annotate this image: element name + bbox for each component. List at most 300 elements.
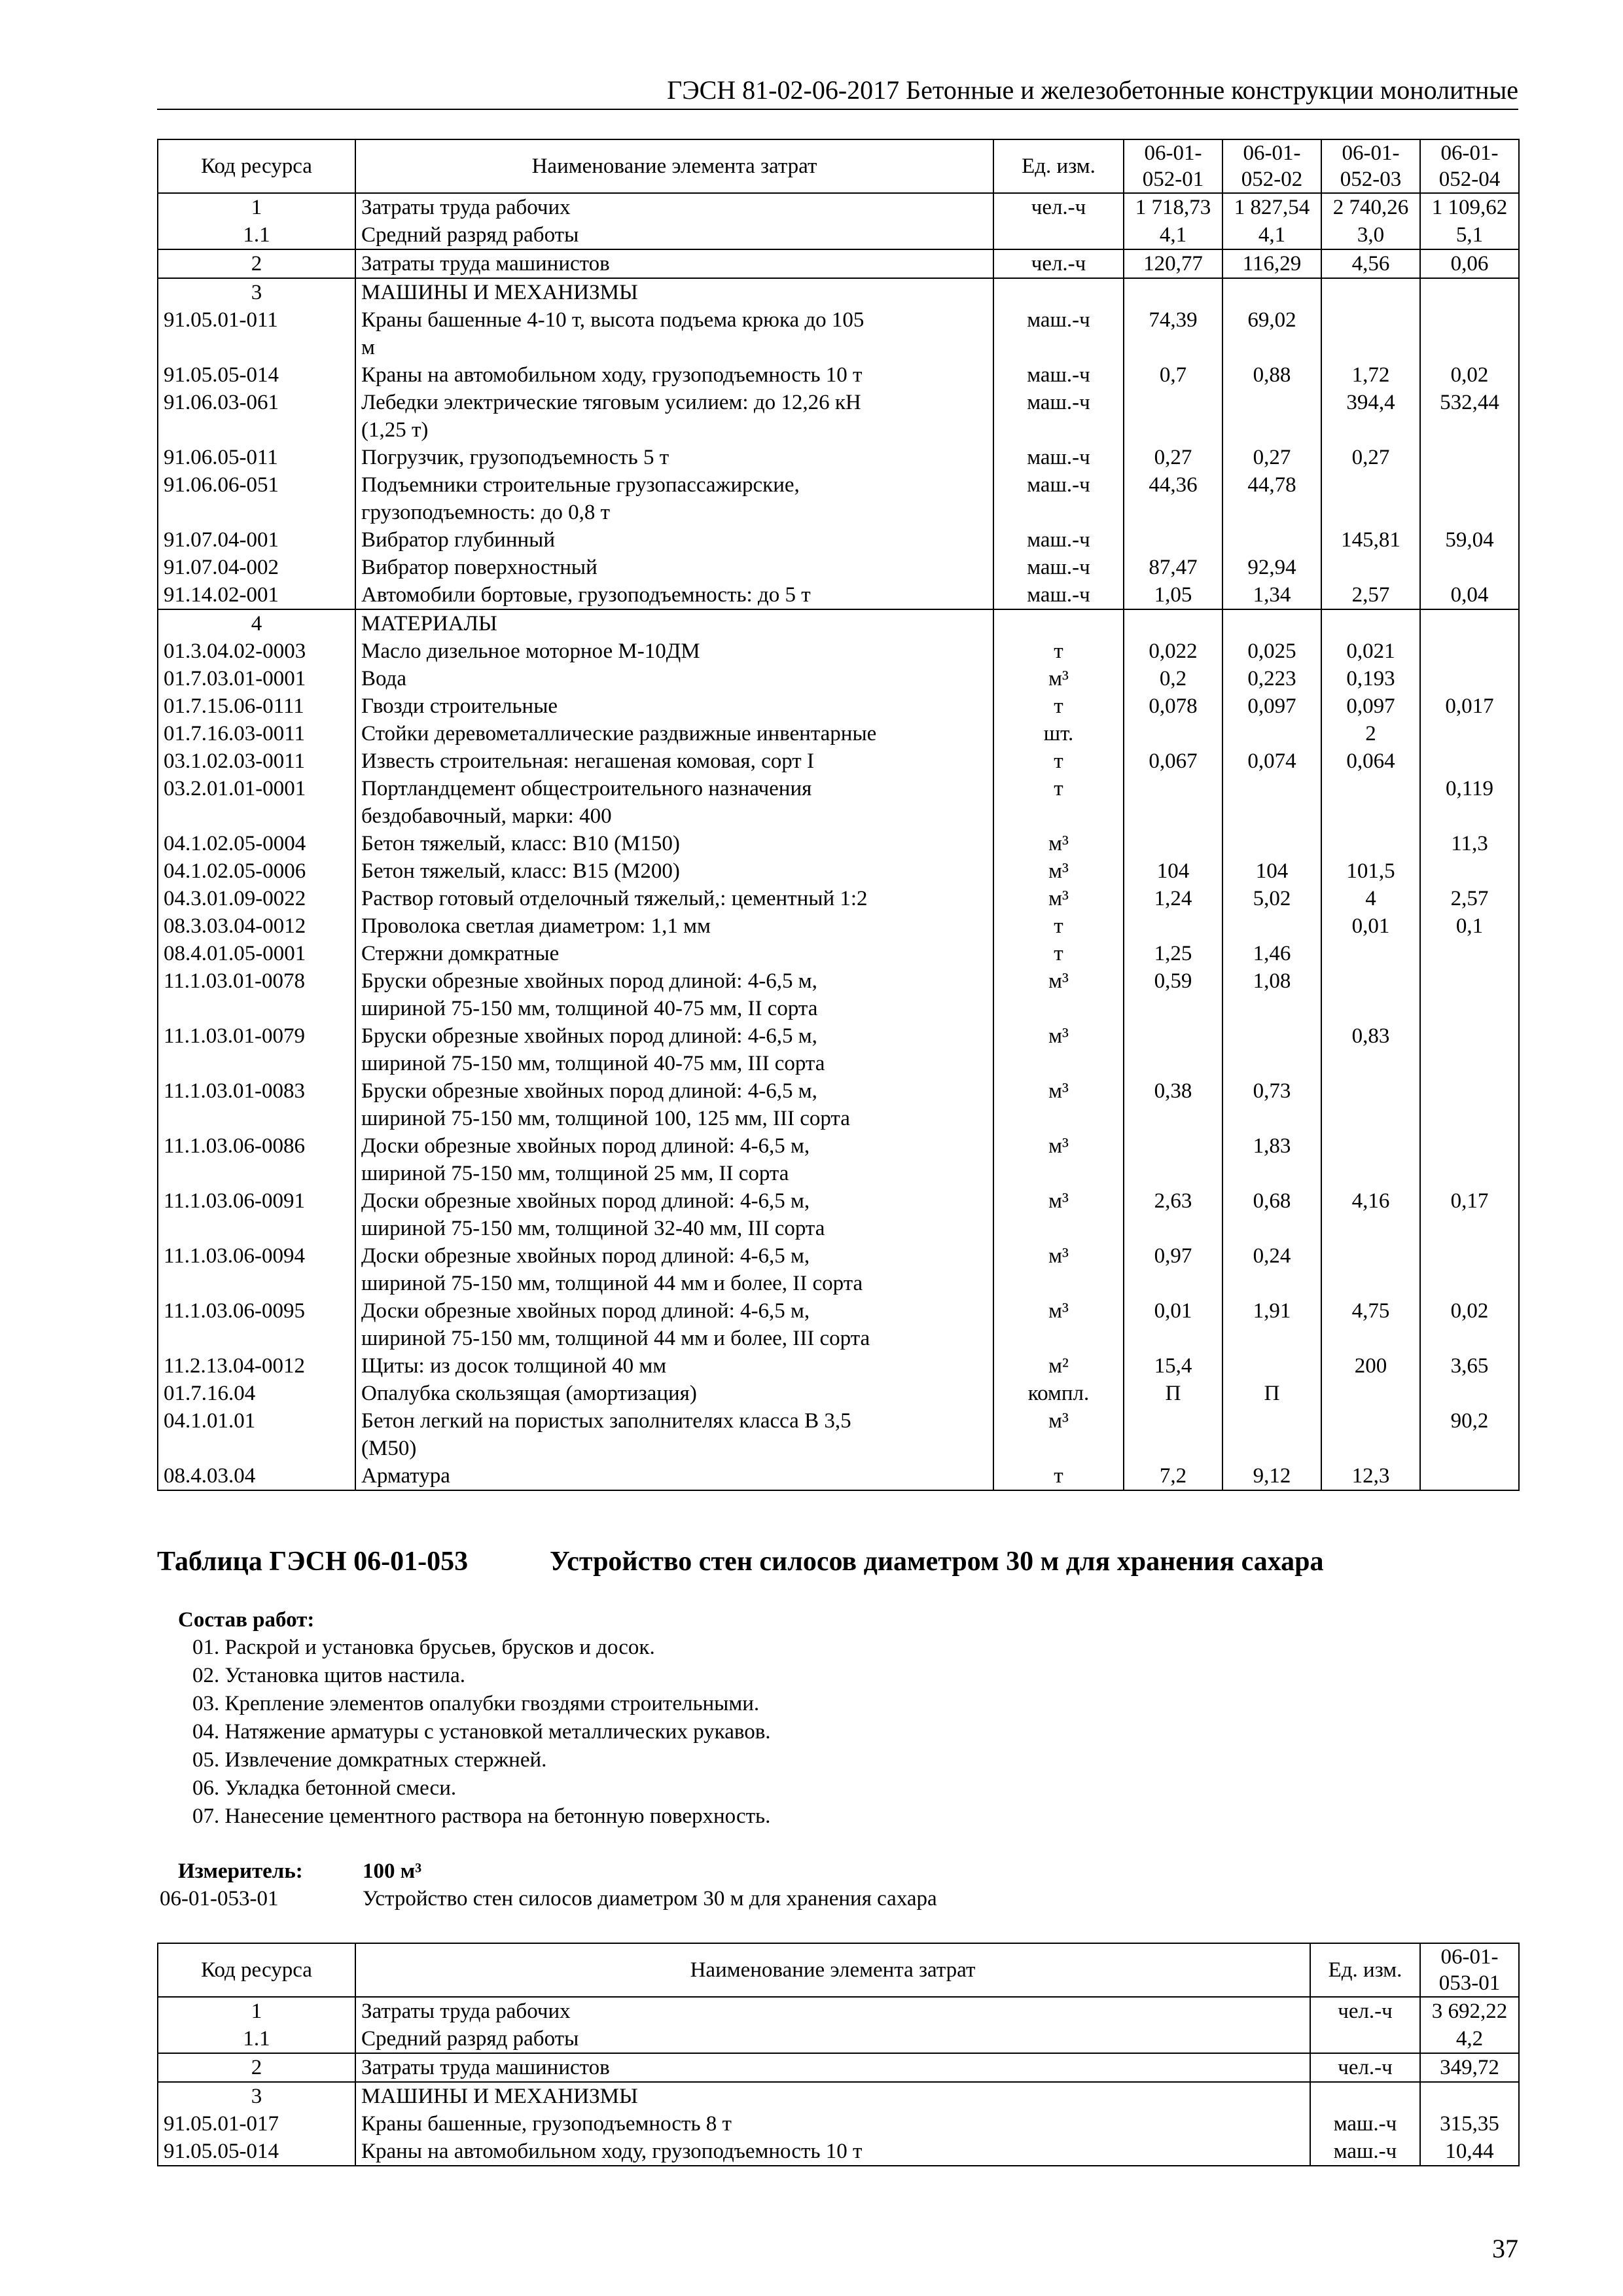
resource-table-053 [157,1943,1520,2166]
table-row [158,1352,1519,1380]
resource-value: 5,02 [1222,885,1321,912]
table-row [158,1407,1519,1462]
table-row [158,278,1519,306]
table-row [158,361,1519,389]
resource-value: 44,78 [1222,471,1321,526]
resource-unit: шт. [993,720,1124,747]
resource-unit: маш.-ч [993,581,1124,609]
resource-code: 11.1.03.06-0086 [158,1132,355,1187]
resource-value: 0,27 [1222,444,1321,471]
resource-unit [993,221,1124,249]
resource-value: 0,83 [1321,1022,1420,1077]
resource-value [1124,389,1222,444]
resource-value: П [1124,1380,1222,1407]
resource-value: 5,1 [1420,221,1519,249]
table-row [158,554,1519,581]
table-row [158,692,1519,720]
table-row [158,637,1519,665]
resource-value [1420,278,1519,306]
resource-value [1321,1077,1420,1132]
resource-value: 69,02 [1222,306,1321,361]
resource-value: 0,38 [1124,1077,1222,1132]
resource-code: 1.1 [158,221,355,249]
table-row [158,1077,1519,1132]
resource-code: 11.1.03.01-0079 [158,1022,355,1077]
resource-unit: м³ [993,857,1124,885]
resource-value [1420,444,1519,471]
resource-value [1222,1352,1321,1380]
resource-value [1321,775,1420,830]
table-row [158,775,1519,830]
resource-value: 10,44 [1420,2138,1519,2166]
resource-value: 3,65 [1420,1352,1519,1380]
resource-unit [1310,2082,1420,2110]
table-row [158,609,1519,637]
resource-value: 74,39 [1124,306,1222,361]
resource-value [1420,1022,1519,1077]
works-item: 04. Натяжение арматуры с установкой металлических рукавов. [192,1720,771,1744]
table-row [158,221,1519,249]
resource-unit: м³ [993,1242,1124,1297]
resource-value: 90,2 [1420,1407,1519,1462]
col-header-name: Наименование элемента затрат [355,139,993,193]
resource-unit: м³ [993,967,1124,1022]
resource-value: 4,2 [1420,2025,1519,2053]
table-header-row [158,1943,1519,1997]
resource-value: 532,44 [1420,389,1519,444]
resource-value: 3,0 [1321,221,1420,249]
resource-value [1222,609,1321,637]
resource-name: Бетон тяжелый, класс: В10 (М150) [355,830,993,857]
resource-unit: маш.-ч [993,526,1124,554]
resource-value [1420,554,1519,581]
resource-value: 0,01 [1321,912,1420,940]
resource-value: 11,3 [1420,830,1519,857]
resource-unit: м² [993,1352,1124,1380]
works-heading: Состав работ: [178,1608,315,1632]
resource-value: 0,97 [1124,1242,1222,1297]
resource-value [1420,747,1519,775]
resource-name: Бетон тяжелый, класс: В15 (М200) [355,857,993,885]
resource-code: 1 [158,1997,355,2025]
table-header-row [158,139,1519,193]
resource-value: 0,59 [1124,967,1222,1022]
resource-name: МАШИНЫ И МЕХАНИЗМЫ [355,278,993,306]
resource-name: Раствор готовый отделочный тяжелый,: цементный 1:2 [355,885,993,912]
col-header-053-01: 06-01- 053-01 [1420,1943,1519,1997]
table-row [158,193,1519,221]
resource-value [1420,857,1519,885]
resource-value [1321,609,1420,637]
resource-value: 87,47 [1124,554,1222,581]
resource-value [1124,1022,1222,1077]
resource-code: 91.06.05-011 [158,444,355,471]
table-row [158,665,1519,692]
resource-value: 0,067 [1124,747,1222,775]
resource-value: 92,94 [1222,554,1321,581]
resource-value [1222,1407,1321,1462]
resource-value: 59,04 [1420,526,1519,554]
resource-code: 1.1 [158,2025,355,2053]
resource-code: 91.05.01-017 [158,2110,355,2138]
table-row [158,940,1519,967]
resource-value [1124,912,1222,940]
resource-code: 01.7.15.06-0111 [158,692,355,720]
resource-name: Стержни домкратные [355,940,993,967]
resource-name: Проволока светлая диаметром: 1,1 мм [355,912,993,940]
table-row [158,830,1519,857]
resource-unit: м³ [993,885,1124,912]
measure-name: Устройство стен силосов диаметром 30 м для хранения сахара [363,1887,937,1910]
resource-name: Бруски обрезные хвойных пород длиной: 4-6,5 м, шириной 75-150 мм, толщиной 40-75 мм, III сорта [355,1022,993,1077]
resource-name: Средний разряд работы [355,221,993,249]
resource-code: 01.7.03.01-0001 [158,665,355,692]
table-row [158,1997,1519,2025]
resource-code: 91.07.04-002 [158,554,355,581]
resource-unit: т [993,637,1124,665]
resource-value [1124,775,1222,830]
works-list [192,1634,771,1831]
col-header-052-03: 06-01- 052-03 [1321,139,1420,193]
resource-code: 2 [158,249,355,278]
table-title-label: Таблица ГЭСН 06-01-053 [157,1547,469,1577]
resource-value: 1,24 [1124,885,1222,912]
resource-name: Затраты труда машинистов [355,2053,1310,2082]
resource-name: Арматура [355,1462,993,1490]
resource-value: 0,193 [1321,665,1420,692]
resource-code: 08.4.03.04 [158,1462,355,1490]
resource-value: 1,72 [1321,361,1420,389]
table-row [158,389,1519,444]
resource-value: 2,57 [1420,885,1519,912]
resource-code: 91.14.02-001 [158,581,355,609]
resource-value: 0,17 [1420,1187,1519,1242]
resource-unit [993,278,1124,306]
resource-value [1321,1242,1420,1297]
resource-value [1420,1132,1519,1187]
resource-value [1321,1407,1420,1462]
col-header-code: Код ресурса [158,1943,355,1997]
resource-table-052 [157,139,1520,1491]
resource-code: 08.3.03.04-0012 [158,912,355,940]
resource-name: Масло дизельное моторное М-10ДМ [355,637,993,665]
resource-value: 0,04 [1420,581,1519,609]
resource-unit: м³ [993,1132,1124,1187]
resource-unit: м³ [993,1187,1124,1242]
resource-name: Стойки деревометаллические раздвижные инвентарные [355,720,993,747]
resource-unit: т [993,912,1124,940]
resource-value [1420,1380,1519,1407]
resource-value: 12,3 [1321,1462,1420,1490]
resource-name: Гвозди строительные [355,692,993,720]
resource-value: 145,81 [1321,526,1420,554]
resource-code: 91.07.04-001 [158,526,355,554]
resource-value: 9,12 [1222,1462,1321,1490]
resource-value [1222,526,1321,554]
resource-value: 0,017 [1420,692,1519,720]
resource-unit: чел.-ч [1310,1997,1420,2025]
resource-value [1420,940,1519,967]
resource-value [1222,278,1321,306]
measure-value: 100 м³ [363,1859,422,1883]
resource-unit: т [993,775,1124,830]
measure-code: 06-01-053-01 [160,1887,279,1910]
resource-value [1321,830,1420,857]
table-row [158,471,1519,526]
resource-value: 0,025 [1222,637,1321,665]
resource-value: 0,2 [1124,665,1222,692]
resource-code: 11.1.03.06-0095 [158,1297,355,1352]
resource-value [1321,471,1420,526]
resource-name: Краны на автомобильном ходу, грузоподъемность 10 т [355,2138,1310,2166]
table-row [158,1297,1519,1352]
resource-value: 0,097 [1222,692,1321,720]
resource-unit: маш.-ч [993,389,1124,444]
resource-value: 1,05 [1124,581,1222,609]
resource-code: 11.1.03.06-0091 [158,1187,355,1242]
resource-name: Затраты труда рабочих [355,1997,1310,2025]
resource-name: Известь строительная: негашеная комовая, сорт I [355,747,993,775]
resource-value: 1,46 [1222,940,1321,967]
col-header-unit: Ед. изм. [993,139,1124,193]
resource-unit: чел.-ч [993,193,1124,221]
resource-value: 0,06 [1420,249,1519,278]
resource-code: 11.1.03.01-0083 [158,1077,355,1132]
table-row [158,2082,1519,2110]
col-header-052-01: 06-01- 052-01 [1124,139,1222,193]
resource-value [1321,554,1420,581]
resource-code: 11.1.03.01-0078 [158,967,355,1022]
resource-value: 2,57 [1321,581,1420,609]
resource-value [1321,278,1420,306]
resource-value: 2 740,26 [1321,193,1420,221]
resource-value: 0,119 [1420,775,1519,830]
resource-unit: м³ [993,1077,1124,1132]
resource-value: 0,27 [1321,444,1420,471]
works-item: 06. Укладка бетонной смеси. [192,1776,457,1800]
table-row [158,857,1519,885]
resource-value: 1 718,73 [1124,193,1222,221]
resource-name: Доски обрезные хвойных пород длиной: 4-6,5 м, шириной 75-150 мм, толщиной 44 мм и более, III сорта [355,1297,993,1352]
resource-unit: маш.-ч [993,554,1124,581]
resource-name: Автомобили бортовые, грузоподъемность: до 5 т [355,581,993,609]
resource-name: Вибратор глубинный [355,526,993,554]
resource-name: Доски обрезные хвойных пород длиной: 4-6,5 м, шириной 75-150 мм, толщиной 32-40 мм, III сорта [355,1187,993,1242]
resource-value [1124,720,1222,747]
resource-name: Бетон легкий на пористых заполнителях класса В 3,5 (М50) [355,1407,993,1462]
resource-unit: т [993,692,1124,720]
resource-unit: м³ [993,830,1124,857]
resource-value: 0,24 [1222,1242,1321,1297]
resource-value: 1 827,54 [1222,193,1321,221]
resource-code: 91.05.05-014 [158,361,355,389]
resource-value [1124,278,1222,306]
resource-unit: маш.-ч [1310,2138,1420,2166]
works-item: 02. Установка щитов настила. [192,1664,465,1687]
resource-value [1420,637,1519,665]
resource-name: МАТЕРИАЛЫ [355,609,993,637]
resource-value: 1,25 [1124,940,1222,967]
resource-value [1420,1077,1519,1132]
resource-unit: маш.-ч [993,471,1124,526]
resource-value [1420,967,1519,1022]
resource-code: 03.2.01.01-0001 [158,775,355,830]
resource-value: 394,4 [1321,389,1420,444]
resource-name: Затраты труда рабочих [355,193,993,221]
resource-code: 11.1.03.06-0094 [158,1242,355,1297]
resource-name: Средний разряд работы [355,2025,1310,2053]
works-item: 01. Раскрой и установка брусьев, брусков и досок. [192,1636,655,1659]
resource-value: 4,56 [1321,249,1420,278]
resource-value: 2 [1321,720,1420,747]
resource-value: 120,77 [1124,249,1222,278]
resource-value: 4,16 [1321,1187,1420,1242]
resource-name: Бруски обрезные хвойных пород длиной: 4-6,5 м, шириной 75-150 мм, толщиной 100, 125 мм, III сорта [355,1077,993,1132]
resource-code: 08.4.01.05-0001 [158,940,355,967]
resource-value: 1,08 [1222,967,1321,1022]
table-row [158,885,1519,912]
resource-name: Опалубка скользящая (амортизация) [355,1380,993,1407]
resource-code: 11.2.13.04-0012 [158,1352,355,1380]
resource-value: П [1222,1380,1321,1407]
resource-value: 0,064 [1321,747,1420,775]
col-header-052-02: 06-01- 052-02 [1222,139,1321,193]
resource-value [1222,912,1321,940]
resource-value: 0,7 [1124,361,1222,389]
resource-name: Щиты: из досок толщиной 40 мм [355,1352,993,1380]
resource-value [1420,609,1519,637]
table-title [157,1543,1324,1580]
resource-value [1222,830,1321,857]
resource-value [1321,940,1420,967]
resource-unit: м³ [993,1297,1124,1352]
resource-value: 1,34 [1222,581,1321,609]
resource-unit: маш.-ч [1310,2110,1420,2138]
resource-name: Затраты труда машинистов [355,249,993,278]
table-row [158,1380,1519,1407]
table-row [158,2025,1519,2053]
resource-unit: маш.-ч [993,444,1124,471]
resource-value [1321,967,1420,1022]
running-header: ГЭСН 81-02-06-2017 Бетонные и железобетонные конструкции монолитные [667,75,1518,105]
table-row [158,747,1519,775]
resource-value: 315,35 [1420,2110,1519,2138]
table-row [158,1242,1519,1297]
resource-value: 4,1 [1124,221,1222,249]
table-row [158,720,1519,747]
header-rule [157,109,1518,110]
resource-code: 04.1.02.05-0006 [158,857,355,885]
col-header-unit: Ед. изм. [1310,1943,1420,1997]
resource-value [1222,389,1321,444]
resource-unit: маш.-ч [993,361,1124,389]
resource-value [1420,306,1519,361]
resource-unit: чел.-ч [1310,2053,1420,2082]
table-row [158,1132,1519,1187]
resource-code: 3 [158,278,355,306]
resource-value: 0,078 [1124,692,1222,720]
table-row [158,967,1519,1022]
resource-unit: м³ [993,1407,1124,1462]
resource-value [1124,609,1222,637]
resource-value: 0,01 [1124,1297,1222,1352]
resource-code: 04.1.01.01 [158,1407,355,1462]
resource-code: 91.06.06-051 [158,471,355,526]
table-row [158,912,1519,940]
resource-value [1420,1462,1519,1490]
resource-value [1420,1242,1519,1297]
resource-name: Вода [355,665,993,692]
resource-code: 91.05.05-014 [158,2138,355,2166]
resource-value: 0,097 [1321,692,1420,720]
resource-value [1321,1380,1420,1407]
resource-value [1222,775,1321,830]
table-row [158,249,1519,278]
resource-code: 01.7.16.03-0011 [158,720,355,747]
table-row [158,526,1519,554]
resource-code: 04.1.02.05-0004 [158,830,355,857]
table-row [158,1022,1519,1077]
resource-code: 3 [158,2082,355,2110]
resource-value: 4,75 [1321,1297,1420,1352]
resource-code: 03.1.02.03-0011 [158,747,355,775]
resource-name: Подъемники строительные грузопассажирские, грузоподъемность: до 0,8 т [355,471,993,526]
resource-value: 116,29 [1222,249,1321,278]
table-row [158,1462,1519,1490]
resource-unit: маш.-ч [993,306,1124,361]
resource-value: 1,83 [1222,1132,1321,1187]
resource-name: Портландцемент общестроительного назначения бездобавочный, марки: 400 [355,775,993,830]
resource-value [1124,1132,1222,1187]
resource-value [1124,830,1222,857]
resource-value: 0,022 [1124,637,1222,665]
resource-value: 7,2 [1124,1462,1222,1490]
resource-unit: компл. [993,1380,1124,1407]
resource-value: 0,223 [1222,665,1321,692]
resource-value: 4 [1321,885,1420,912]
resource-unit: м³ [993,1022,1124,1077]
resource-value: 104 [1124,857,1222,885]
table-row [158,1187,1519,1242]
resource-value: 200 [1321,1352,1420,1380]
resource-value [1420,471,1519,526]
works-item: 03. Крепление элементов опалубки гвоздями строительными. [192,1692,760,1715]
resource-value [1420,2082,1519,2110]
resource-unit: т [993,940,1124,967]
resource-value: 15,4 [1124,1352,1222,1380]
resource-value: 101,5 [1321,857,1420,885]
col-header-052-04: 06-01- 052-04 [1420,139,1519,193]
resource-code: 01.7.16.04 [158,1380,355,1407]
resource-value: 0,02 [1420,361,1519,389]
table-row [158,581,1519,609]
resource-code: 2 [158,2053,355,2082]
works-item: 05. Извлечение домкратных стержней. [192,1748,547,1772]
resource-unit: т [993,747,1124,775]
resource-name: Вибратор поверхностный [355,554,993,581]
resource-name: Краны башенные 4-10 т, высота подъема крюка до 105 м [355,306,993,361]
resource-value [1420,720,1519,747]
col-header-name: Наименование элемента затрат [355,1943,1310,1997]
resource-value: 4,1 [1222,221,1321,249]
resource-code: 04.3.01.09-0022 [158,885,355,912]
resource-value: 0,02 [1420,1297,1519,1352]
resource-name: Доски обрезные хвойных пород длиной: 4-6,5 м, шириной 75-150 мм, толщиной 25 мм, II сорта [355,1132,993,1187]
resource-value: 0,88 [1222,361,1321,389]
measure-label: Измеритель: [178,1859,303,1883]
resource-value: 2,63 [1124,1187,1222,1242]
resource-value [1124,526,1222,554]
